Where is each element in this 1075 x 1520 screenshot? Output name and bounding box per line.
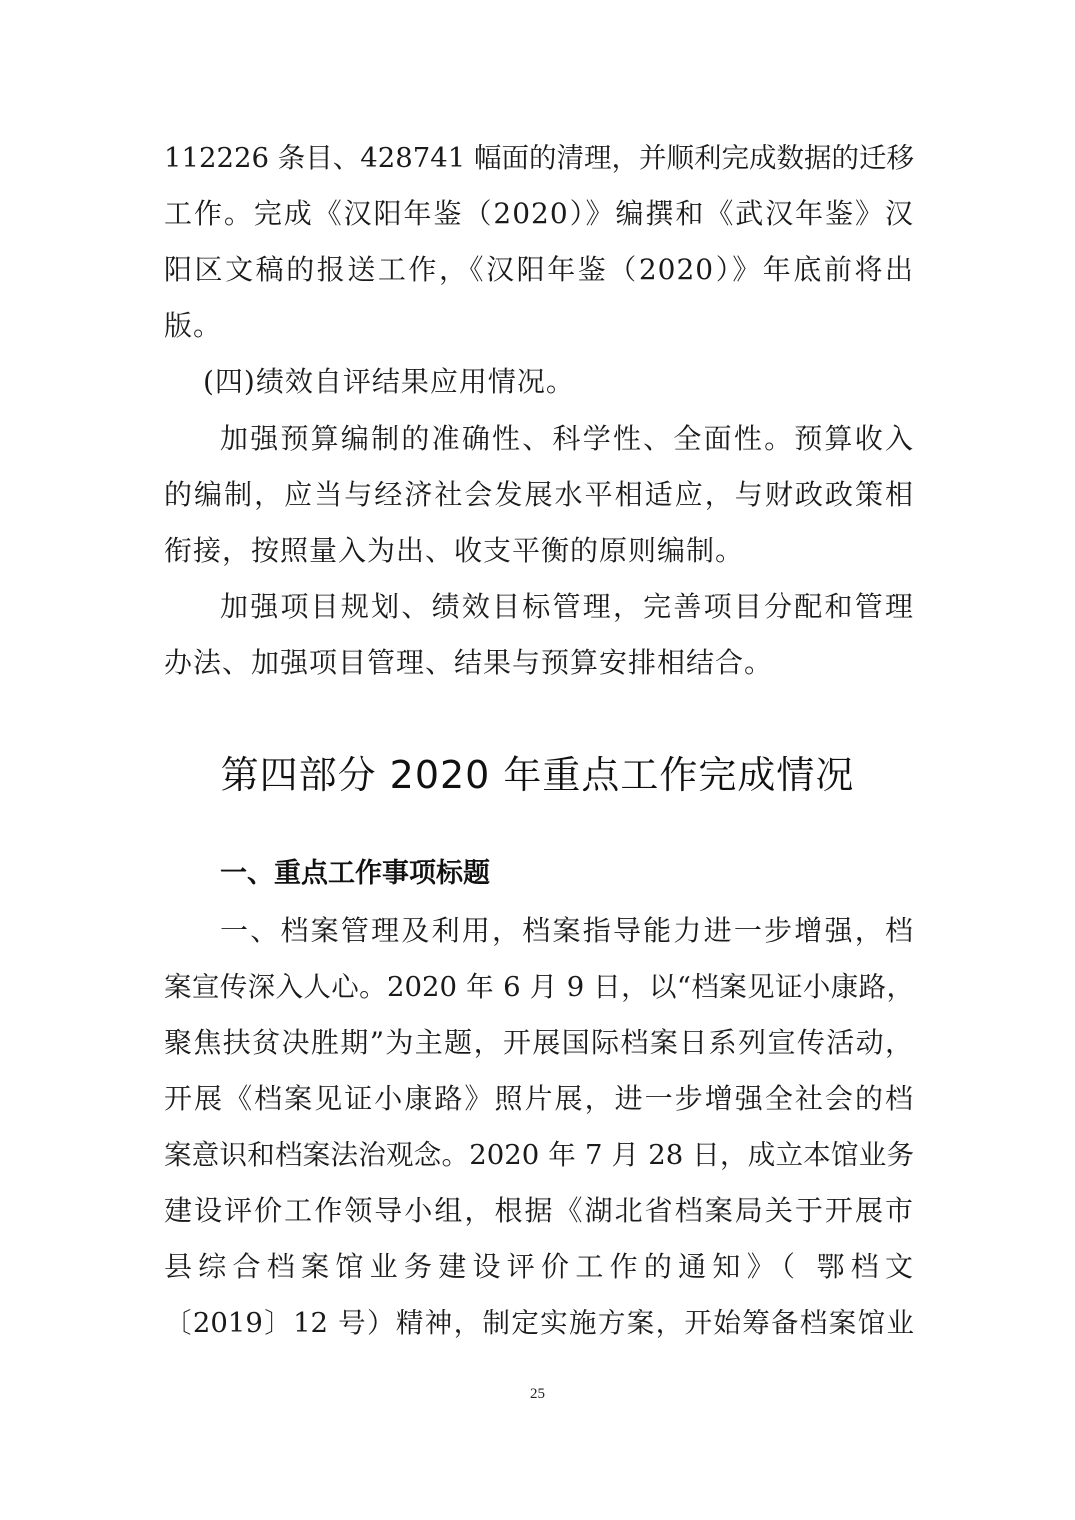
paragraph-top-line: 版。 <box>164 309 223 342</box>
paragraph-archives-line: 建设评价工作领导小组，根据《湖北省档案局关于开展市 <box>164 1194 914 1227</box>
paragraph-top-line: 112226 条目、428741 幅面的清理，并顺利完成数据的迁移 <box>164 142 914 174</box>
section-four-label: (四)绩效自评结果应用情况。 <box>203 365 575 398</box>
paragraph-archives-line: 案意识和档案法治观念。2020 年 7 月 28 日，成立本馆业务 <box>164 1139 914 1171</box>
paragraph-budget-line: 的编制，应当与经济社会发展水平相适应，与财政政策相 <box>164 478 914 511</box>
paragraph-budget-line: 加强预算编制的准确性、科学性、全面性。预算收入 <box>220 422 914 455</box>
paragraph-archives-line: 〔2019〕12 号）精神，制定实施方案，开始筹备档案馆业 <box>164 1307 914 1339</box>
sub-heading: 一、重点工作事项标题 <box>220 858 490 889</box>
page-number: 25 <box>530 1386 545 1402</box>
paragraph-top-line: 阳区文稿的报送工作，《汉阳年鉴（2020）》年底前将出 <box>164 253 914 286</box>
paragraph-project-line: 办法、加强项目管理、结果与预算安排相结合。 <box>164 646 774 679</box>
paragraph-archives-line: 聚焦扶贫决胜期”为主题，开展国际档案日系列宣传活动， <box>164 1026 914 1059</box>
paragraph-archives-line: 案宣传深入人心。2020 年 6 月 9 日，以“档案见证小康路， <box>164 971 914 1003</box>
paragraph-archives-line: 一、档案管理及利用，档案指导能力进一步增强，档 <box>220 914 914 947</box>
paragraph-archives-line: 开展《档案见证小康路》照片展，进一步增强全社会的档 <box>164 1082 914 1115</box>
part-heading: 第四部分 2020 年重点工作完成情况 <box>220 753 855 797</box>
paragraph-top-line: 工作。完成《汉阳年鉴（2020）》编撰和《武汉年鉴》汉 <box>164 197 914 230</box>
paragraph-project-line: 加强项目规划、绩效目标管理，完善项目分配和管理 <box>220 590 914 623</box>
paragraph-budget-line: 衔接，按照量入为出、收支平衡的原则编制。 <box>164 534 745 567</box>
paragraph-archives-line: 县综合档案馆业务建设评价工作的通知》（ 鄂档文 <box>164 1250 914 1283</box>
